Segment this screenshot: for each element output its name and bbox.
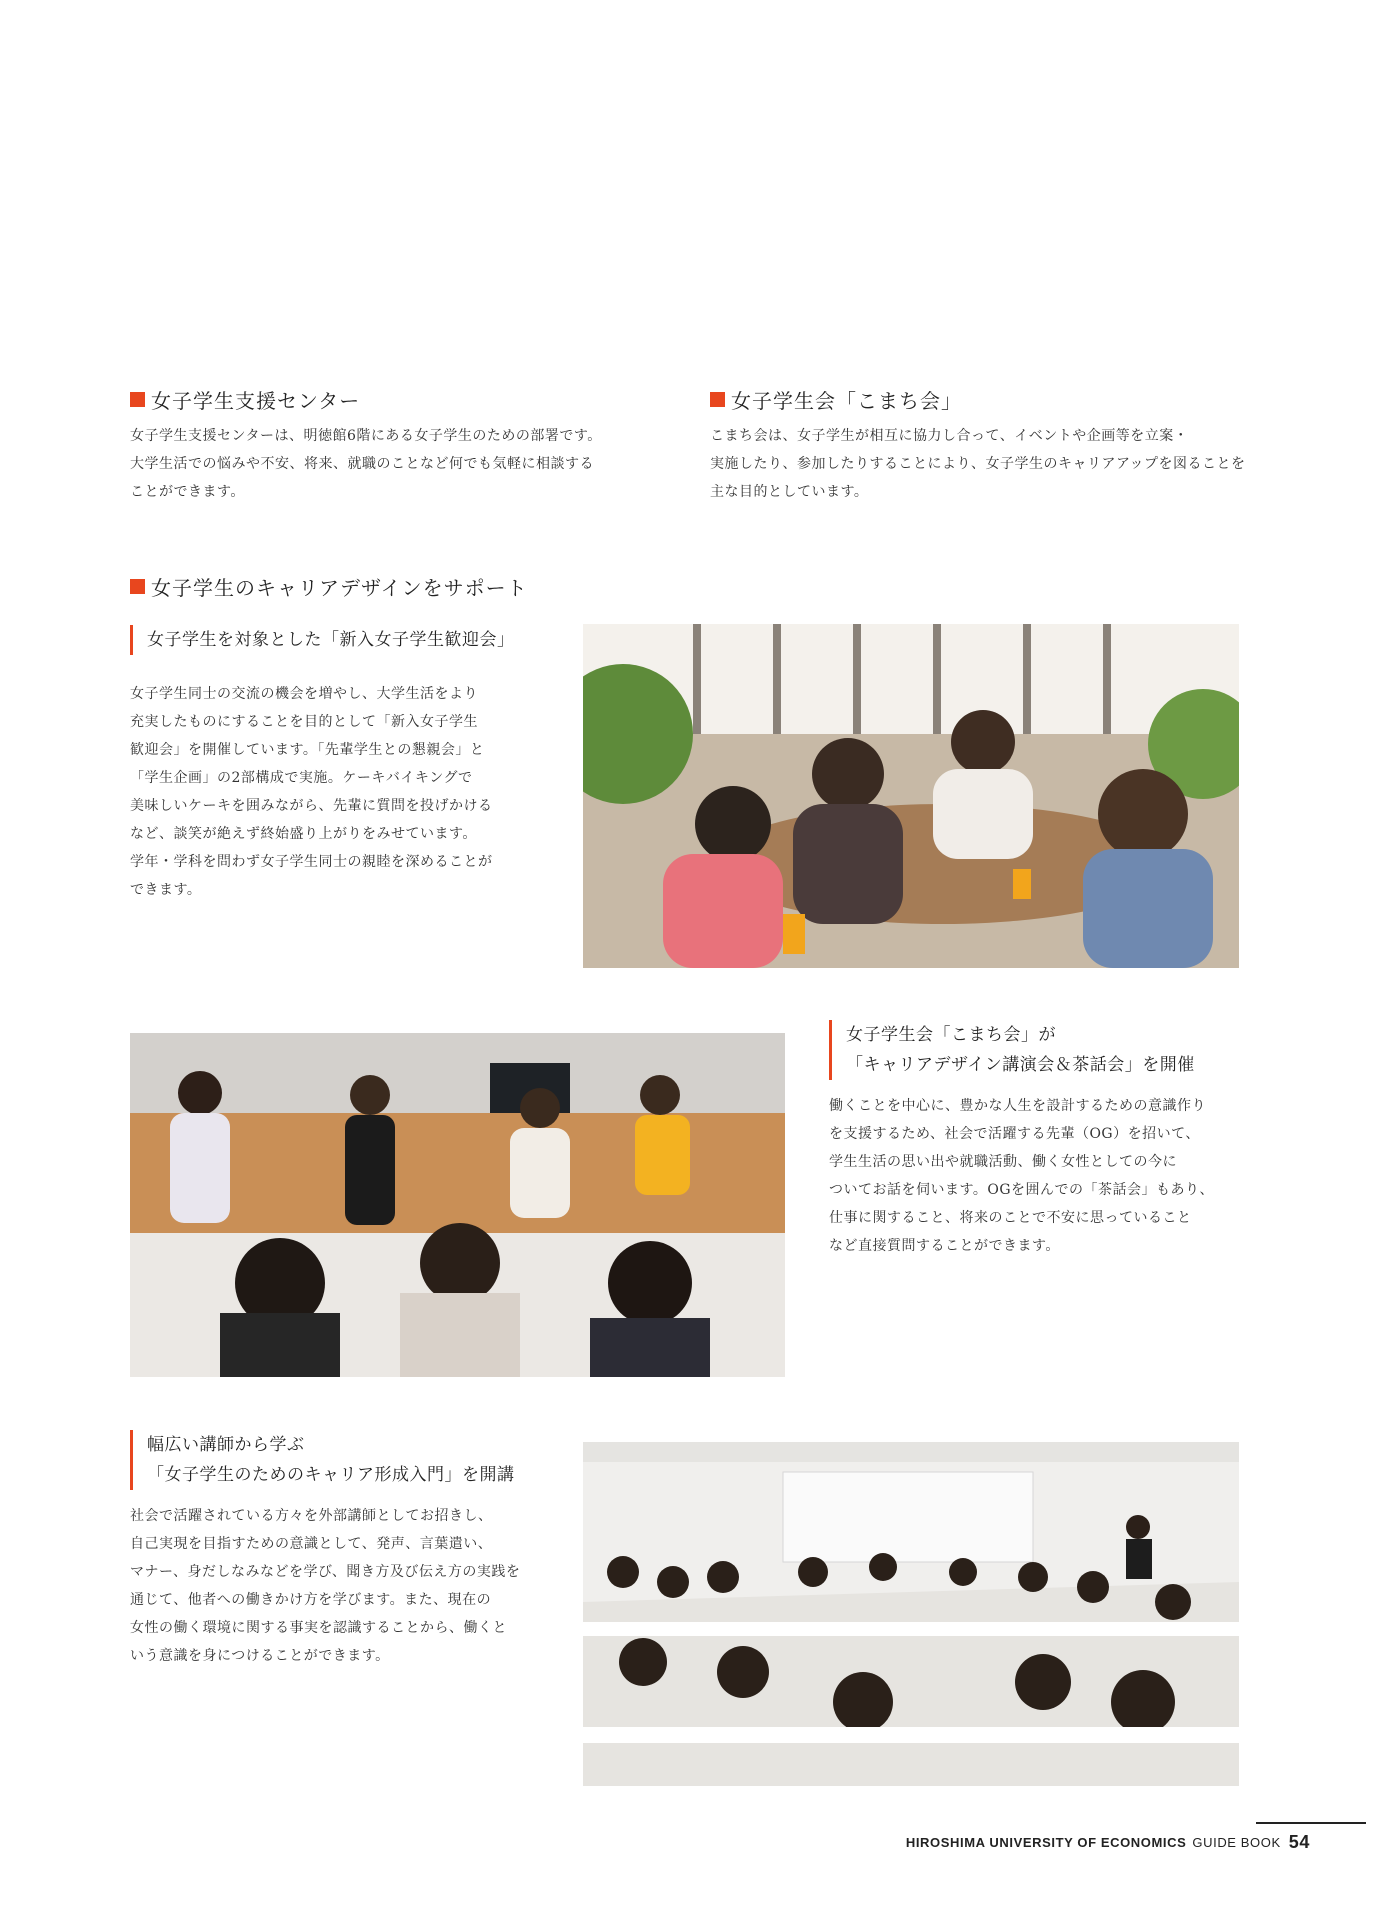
footer — [906, 1832, 1310, 1853]
welcome-body — [130, 680, 550, 904]
intro-body-line: 女性の働く環境に関する事実を認識することから、働くと — [130, 1620, 507, 1636]
komachi-heading-text: 女子学生会「こまち会」 — [731, 389, 962, 413]
intro-body-line: マナー、身だしなみなどを学び、聞き方及び伝え方の実践を — [130, 1564, 521, 1580]
komachi-body-line: 主な目的としています。 — [710, 484, 869, 500]
lecture-title-line: 女子学生会「こまち会」が — [846, 1025, 1056, 1045]
career-heading — [130, 572, 528, 601]
red-square-icon — [710, 392, 725, 407]
intro-title-line: 「女子学生のためのキャリア形成入門」を開講 — [147, 1465, 515, 1485]
center-body — [130, 422, 670, 506]
komachi-body — [710, 422, 1270, 506]
welcome-body-line: 充実したものにすることを目的として「新入女子学生 — [130, 714, 478, 730]
career-heading-text: 女子学生のキャリアデザインをサポート — [151, 576, 528, 600]
lecture-body-line: ついてお話を伺います。OGを囲んでの「茶話会」もあり、 — [829, 1182, 1215, 1198]
intro-body-line: 自己実現を目指すための意識として、発声、言葉遣い、 — [130, 1536, 493, 1552]
welcome-title-line: 女子学生を対象とした「新入女子学生歓迎会」 — [147, 630, 515, 650]
welcome-body-line: 学年・学科を問わず女子学生同士の親睦を深めることが — [130, 854, 493, 870]
footer-university: HIROSHIMA UNIVERSITY OF ECONOMICS — [905, 1835, 1187, 1850]
center-heading-text: 女子学生支援センター — [151, 389, 361, 413]
center-body-line: ことができます。 — [130, 484, 245, 500]
classroom-photo — [583, 1442, 1239, 1786]
intro-body — [130, 1502, 560, 1670]
lecture-body-line: など直接質問することができます。 — [829, 1238, 1060, 1254]
lecture-title-line: 「キャリアデザイン講演会＆茶話会」を開催 — [846, 1055, 1195, 1075]
career-lecture-photo — [130, 1033, 785, 1377]
welcome-body-line: 「学生企画」の2部構成で実施。ケーキバイキングで — [130, 770, 473, 786]
welcome-body-line: など、談笑が絶えず終始盛り上がりをみせています。 — [130, 826, 477, 842]
lecture-title — [829, 1020, 1195, 1080]
intro-body-line: 社会で活躍されている方々を外部講師としてお招きし、 — [130, 1508, 493, 1524]
welcome-party-photo — [583, 624, 1239, 968]
welcome-title — [130, 625, 515, 655]
komachi-body-line: こまち会は、女子学生が相互に協力し合って、イベントや企画等を立案・ — [710, 428, 1189, 444]
intro-body-line: 通じて、他者への働きかけ方を学びます。また、現在の — [130, 1592, 492, 1608]
center-body-line: 大学生活での悩みや不安、将来、就職のことなど何でも気軽に相談する — [130, 456, 594, 472]
lecture-body — [829, 1092, 1249, 1260]
lecture-body-line: 学生生活の思い出や就職活動、働く女性としての今に — [829, 1154, 1177, 1170]
welcome-body-line: 美味しいケーキを囲みながら、先輩に質問を投げかける — [130, 798, 493, 814]
welcome-body-line: 女子学生同士の交流の機会を増やし、大学生活をより — [130, 686, 478, 702]
lecture-body-line: 働くことを中心に、豊かな人生を設計するための意識作り — [829, 1098, 1206, 1114]
footer-rule — [1256, 1822, 1366, 1824]
red-square-icon — [130, 392, 145, 407]
center-body-line: 女子学生支援センターは、明徳館6階にある女子学生のための部署です。 — [130, 428, 602, 444]
komachi-heading — [710, 385, 962, 414]
welcome-body-line: 歓迎会」を開催しています。「先輩学生との懇親会」と — [130, 742, 485, 758]
intro-body-line: いう意識を身につけることができます。 — [130, 1648, 390, 1664]
red-square-icon — [130, 579, 145, 594]
footer-guidebook: GUIDE BOOK — [1192, 1835, 1281, 1850]
center-heading — [130, 385, 360, 414]
lecture-body-line: 仕事に関すること、将来のことで不安に思っていること — [829, 1210, 1192, 1226]
komachi-body-line: 実施したり、参加したりすることにより、女子学生のキャリアアップを図ることを — [710, 456, 1246, 472]
intro-title — [130, 1430, 515, 1490]
page-number: 54 — [1288, 1832, 1310, 1852]
welcome-body-line: できます。 — [130, 882, 202, 898]
intro-title-line: 幅広い講師から学ぶ — [147, 1435, 305, 1455]
lecture-body-line: を支援するため、社会で活躍する先輩（OG）を招いて、 — [829, 1126, 1200, 1142]
